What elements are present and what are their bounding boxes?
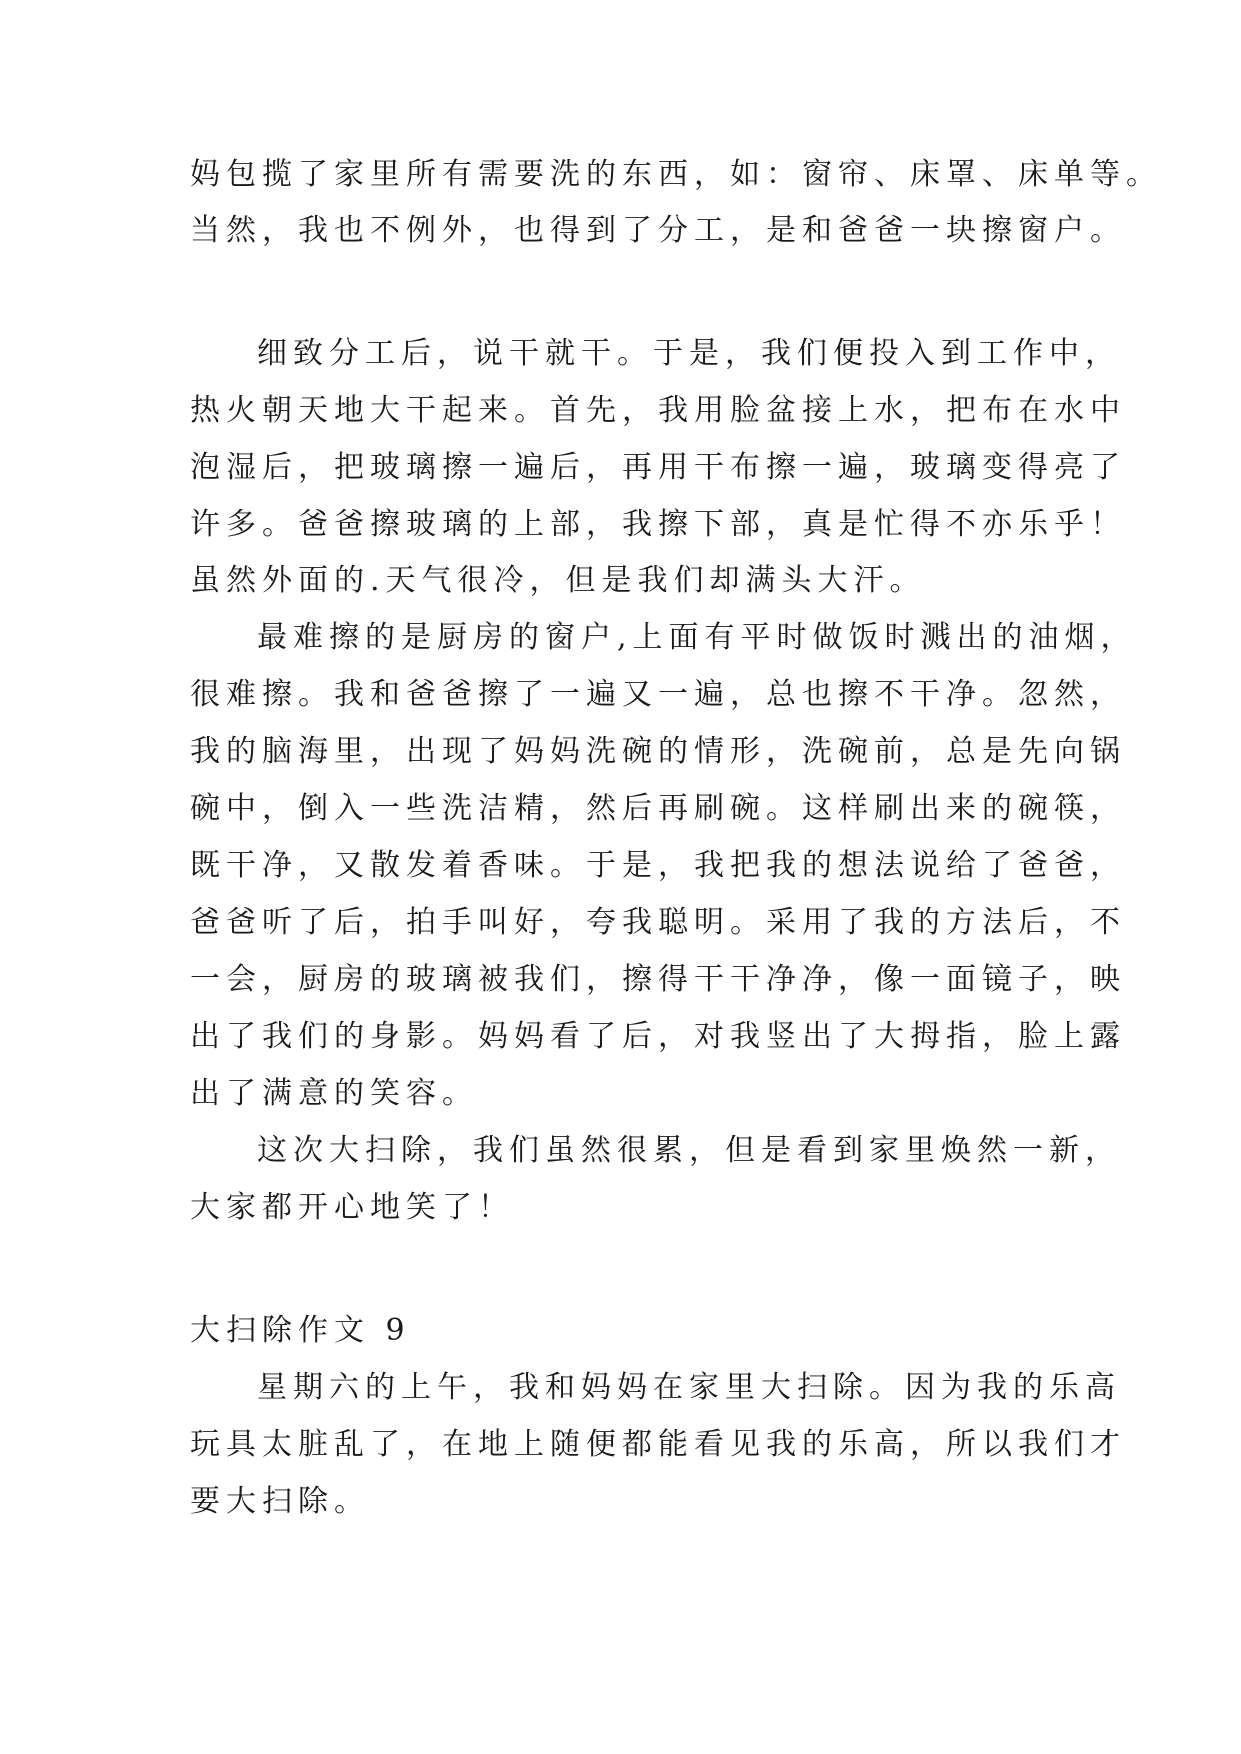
text-line: 当然，我也不例外，也得到了分工，是和爸爸一块擦窗户。 <box>190 213 1126 248</box>
text-line: 虽然外面的.天气很冷，但是我们却满头大汗。 <box>190 563 926 598</box>
paragraph-start-line: 星期六的上午，我和妈妈在家里大扫除。因为我的乐高 <box>257 1370 1121 1405</box>
text-line: 一会，厨房的玻璃被我们，擦得干干净净，像一面镜子，映 <box>190 962 1126 997</box>
text-line: 我的脑海里，出现了妈妈洗碗的情形，洗碗前，总是先向锅 <box>190 734 1126 769</box>
paragraph-start-line: 这次大扫除，我们虽然很累，但是看到家里焕然一新， <box>257 1133 1121 1168</box>
text-line: 很难擦。我和爸爸擦了一遍又一遍，总也擦不干净。忽然， <box>190 677 1126 712</box>
text-line: 许多。爸爸擦玻璃的上部，我擦下部，真是忙得不亦乐乎！ <box>190 507 1126 542</box>
section-heading: 大扫除作文 9 <box>190 1313 411 1348</box>
text-line: 玩具太脏乱了，在地上随便都能看见我的乐高，所以我们才 <box>190 1427 1126 1462</box>
text-line: 出了我们的身影。妈妈看了后，对我竖出了大拇指，脸上露 <box>190 1019 1126 1054</box>
text-line: 要大扫除。 <box>190 1484 370 1519</box>
text-line: 既干净，又散发着香味。于是，我把我的想法说给了爸爸， <box>190 848 1126 883</box>
text-line: 妈包揽了家里所有需要洗的东西，如：窗帘、床罩、床单等。 <box>190 157 1162 192</box>
text-line: 爸爸听了后，拍手叫好，夸我聪明。采用了我的方法后，不 <box>190 905 1126 940</box>
text-line: 大家都开心地笑了！ <box>190 1190 514 1225</box>
text-line: 泡湿后，把玻璃擦一遍后，再用干布擦一遍，玻璃变得亮了 <box>190 450 1126 485</box>
text-line: 碗中，倒入一些洗洁精，然后再刷碗。这样刷出来的碗筷， <box>190 791 1126 826</box>
text-line: 出了满意的笑容。 <box>190 1076 478 1111</box>
text-line: 热火朝天地大干起来。首先，我用脸盆接上水，把布在水中 <box>190 393 1126 428</box>
paragraph-start-line: 细致分工后，说干就干。于是，我们便投入到工作中， <box>257 336 1121 371</box>
paragraph-start-line: 最难擦的是厨房的窗户,上面有平时做饭时溅出的油烟， <box>257 620 1137 655</box>
